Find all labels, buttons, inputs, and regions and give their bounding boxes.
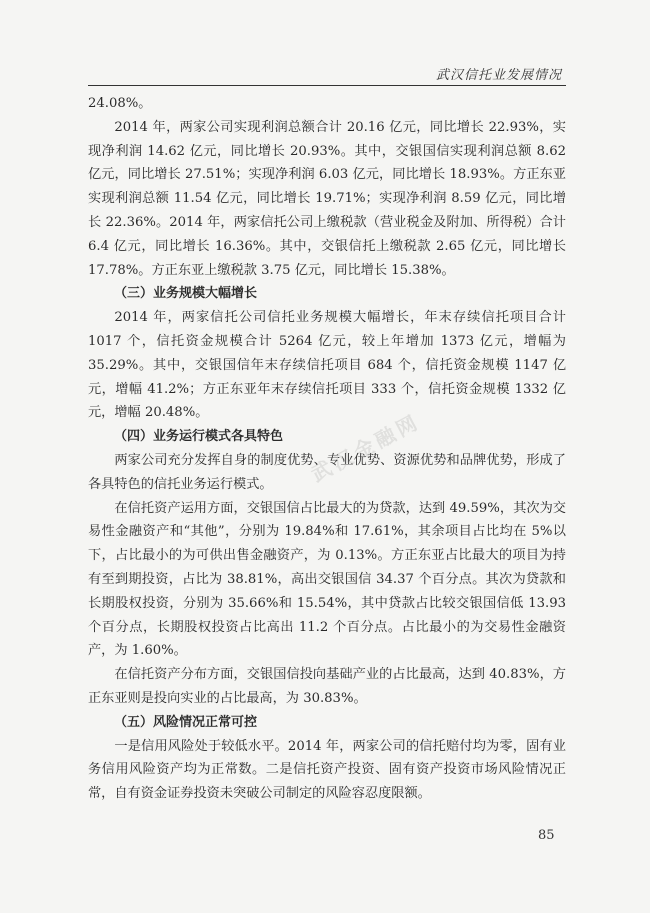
paragraph: 2014 年，两家信托公司信托业务规模大幅增长，年末存续信托项目合计 1017 个，信托资金规模合计 5264 亿元，较上年增加 1373 亿元，增幅为 35.29%。其中，交银国信年末存续信托项目 684 个，信托资金规模 1147 亿元，增幅 41.2%；方正东亚年末存续信托项目 333 个，信托资金规模 1332 亿元，增幅 20.48%。 [88,310,566,421]
page-number: 85 [538,828,555,843]
section-heading: （五）风险情况正常可控 [114,714,258,730]
paragraph: 24.08%。 [88,96,152,111]
watermark: 武汉金融网 [307,409,425,487]
paragraph: 两家公司充分发挥自身的制度优势、专业优势、资源优势和品牌优势，形成了各具特色的信托业务运行模式。 [88,452,566,492]
header-rule [88,85,566,86]
section-heading: （四）业务运行模式各具特色 [114,429,284,445]
paragraph: 2014 年，两家公司实现利润总额合计 20.16 亿元，同比增长 22.93%，实现净利润 14.62 亿元，同比增长 20.93%。其中，交银国信实现利润总额 8.62 亿元，同比增长 27.51%；实现净利润 6.03 亿元，同比增长 18.93%。方正东亚实现利润总额 11.54 亿元，同比增长 19.71%；实现净利润 8.59 亿元，同比增长 22.36%。2014 年，两家信托公司上缴税款（营业税金及附加、所得税）合计 6.4 亿元，同比增长 16.36%。其中，交银信托上缴税款 2.65 亿元，同比增长 17.78%。方正东亚上缴税款 3.75 亿元，同比增长 15.38%。 [88,119,566,278]
running-header-title: 武汉信托业发展情况 [435,68,562,83]
paragraph: 在信托资产分布方面，交银国信投向基础产业的占比最高，达到 40.83%，方正东亚则是投向实业的占比最高，为 30.83%。 [88,667,566,706]
section-heading: （三）业务规模大幅增长 [114,286,258,302]
paragraph: 在信托资产运用方面，交银国信占比最大的为贷款，达到 49.59%，其次为交易性金融资产和“其他”，分别为 19.84%和 17.61%，其余项目占比均在 5%以下，占比最小的为可供出售金融资产，为 0.13%。方正东亚占比最大的项目为持有至到期投资，占比为 38.81%，高出交银国信 34.37 个百分点。其次为贷款和长期股权投资，分别为 35.66%和 15.54%，其中贷款占比较交银国信低 13.93 个百分点，长期股权投资占比高出 11.2 个百分点。占比最小的为交易性金融资产，为 1.60%。 [88,500,566,659]
paragraph: 一是信用风险处于较低水平。2014 年，两家公司的信托赔付均为零，固有业务信用风险资产均为正常数。二是信托资产投资、固有资产投资市场风险情况正常，自有资金证券投资未突破公司制定的风险容忍度限额。 [88,738,566,802]
